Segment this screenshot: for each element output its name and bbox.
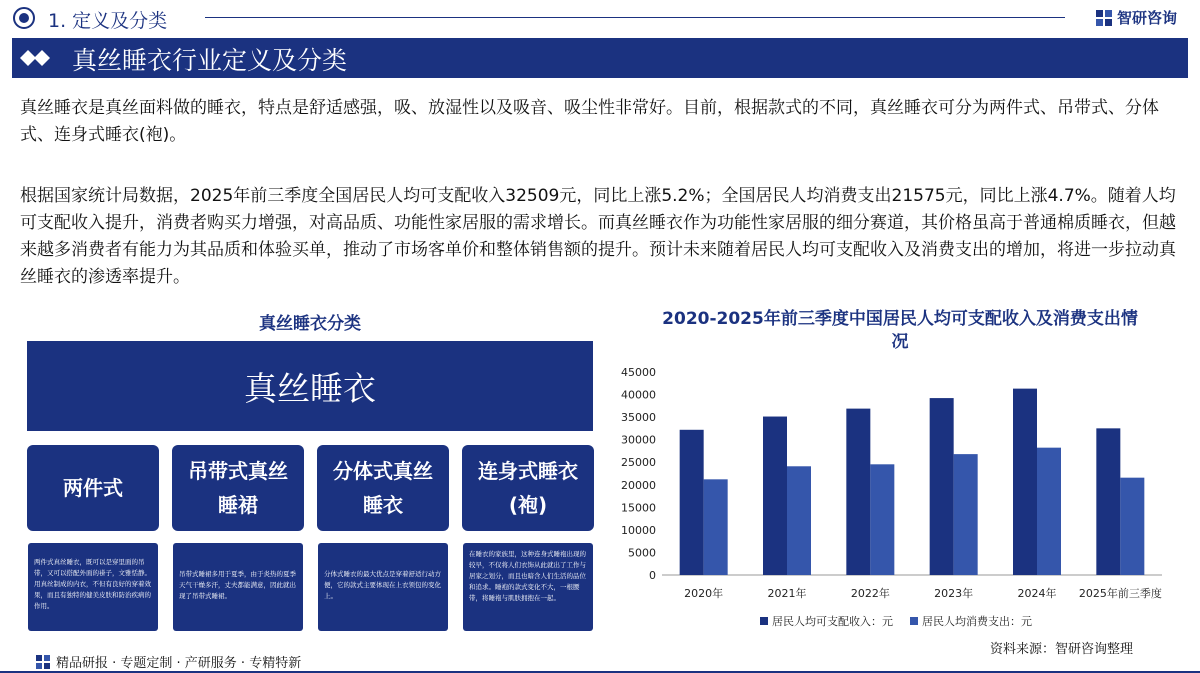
title-banner: [12, 38, 1188, 78]
footer-tagline: [36, 652, 301, 671]
brand-logo: [1095, 7, 1177, 28]
x-tick-label: 2020年: [684, 587, 724, 600]
bar-expenditure: [787, 466, 811, 575]
y-tick-label: 45000: [621, 366, 656, 379]
page-title: 真丝睡衣行业定义及分类: [72, 46, 348, 75]
category-label: 两件式: [63, 476, 123, 500]
y-tick-label: 30000: [621, 433, 656, 447]
bar-income: [930, 398, 954, 575]
category-label: 吊带式真丝睡裙: [188, 459, 288, 517]
bar-income: [1013, 389, 1037, 575]
header-divider: [205, 17, 1065, 18]
y-tick-label: 25000: [621, 456, 656, 470]
legend-label: 居民人均消费支出：元: [922, 615, 1032, 628]
legend-label: 居民人均可支配收入：元: [772, 615, 893, 628]
legend-swatch: [910, 617, 918, 625]
logo-text: 智研咨询: [1117, 9, 1178, 27]
y-tick-label: 20000: [621, 478, 656, 492]
x-tick-label: 2025年前三季度: [1078, 587, 1162, 600]
y-tick-label: 5000: [628, 546, 656, 560]
x-tick-label: 2021年: [767, 587, 807, 600]
section-bullet-icon: [12, 6, 36, 30]
bar-income: [1096, 428, 1120, 575]
category-two-piece: [27, 445, 159, 531]
category-label: 分体式真丝睡衣: [333, 459, 433, 517]
bar-expenditure: [870, 464, 894, 575]
y-tick-label: 15000: [621, 501, 656, 515]
y-tick-label: 35000: [621, 411, 656, 425]
category-desc: 在睡衣的家族里，这种连身式睡袍出现的较早，不仅将人们衣饰从此就出了工作与居家之划分，而且也暗含人们生活的品位和追求。睡袍的款式变化不大，一根腰带，将睡袍与肌肤拥抱在一起。: [463, 543, 593, 631]
y-tick-label: 0: [649, 569, 656, 582]
logo-mark-icon: [36, 655, 50, 669]
category-desc: 分体式睡衣的最大优点是穿着舒适行动方便，它的款式主要体现在上衣领包的变化上。: [318, 543, 448, 631]
y-tick-label: 10000: [621, 523, 656, 537]
bar-income: [846, 409, 870, 575]
category-split: [317, 445, 449, 531]
intro-paragraph: 真丝睡衣是真丝面料做的睡衣，特点是舒适感强，吸、放湿性以及吸音、吸尘性非常好。目前，根据款式的不同，真丝睡衣可分为两件式、吊带式、分体式、连身式睡衣(袍)。: [20, 98, 1159, 145]
category-one-piece: [462, 445, 594, 531]
main-category-box: 真丝睡衣: [27, 341, 593, 431]
bar-income: [680, 430, 704, 575]
bar-expenditure: [704, 479, 728, 575]
bar-expenditure: [954, 454, 978, 575]
category-slip: [172, 445, 304, 531]
x-tick-label: 2024年: [1017, 587, 1057, 600]
legend-swatch: [760, 617, 768, 625]
category-desc: 吊带式睡裙多用于夏季，由于炎热的夏季天气干燥多汗，丈夫都能满意，因此就出现了吊带式睡裙。: [173, 543, 303, 631]
footer-text: 精品研报 · 专题定制 · 产研服务 · 专精特新: [56, 656, 302, 671]
category-label: 连身式睡衣(袍): [478, 459, 578, 517]
bar-expenditure: [1037, 448, 1061, 575]
section-label: 1. 定义及分类: [48, 10, 168, 32]
bar-income: [763, 417, 787, 575]
source-note: 资料来源：智研咨询整理: [990, 642, 1134, 657]
x-tick-label: 2022年: [850, 587, 890, 600]
bar-expenditure: [1120, 478, 1144, 575]
income-expenditure-chart: [600, 360, 1180, 635]
y-tick-label: 40000: [621, 388, 656, 402]
category-desc: 两件式真丝睡衣，既可以是穿里面的吊带，又可以搭配外面的褂子，文雅恬静。用真丝制成的内衣，不但有良好的穿着效果，而且有独特的健美皮肤和防治疾病的作用。: [28, 543, 158, 631]
x-tick-label: 2023年: [934, 587, 974, 600]
classification-title: 真丝睡衣分类: [259, 314, 361, 334]
top-bar: [0, 0, 1200, 36]
stats-paragraph: 根据国家统计局数据，2025年前三季度全国居民人均可支配收入32509元，同比上涨5.2%；全国居民人均消费支出21575元，同比上涨4.7%。随着人均可支配收入提升，消费者购买力增强，对高品质、功能性家居服的需求增长。而真丝睡衣作为功能性家居服的细分赛道，其价格虽高于普通棉质睡衣，但越来越多消费者有能力为其品质和体验买单，推动了市场客单价和整体销售额的提升。预计未来随着居民人均可支配收入及消费支出的增加，将进一步拉动真丝睡衣的渗透率提升。: [20, 186, 1176, 287]
chart-title: 2020-2025年前三季度中国居民人均可支配收入及消费支出情况: [662, 309, 1138, 352]
logo-mark-icon: [1095, 9, 1113, 27]
diamond-icon: [20, 48, 60, 68]
